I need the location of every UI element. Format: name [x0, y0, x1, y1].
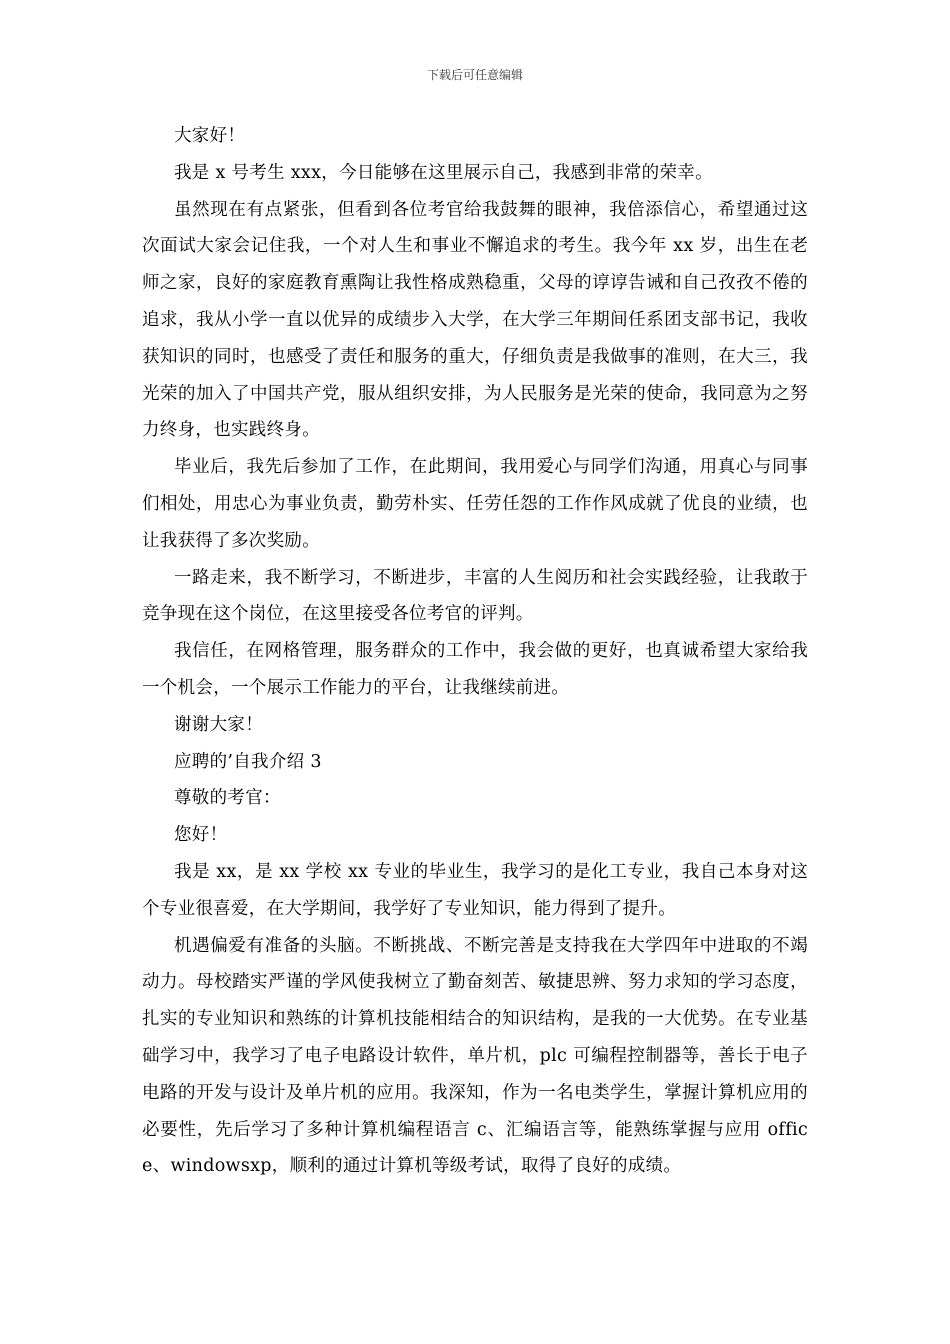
commitment-paragraph: 我信任，在网格管理，服务群众的工作中，我会做的更好，也真诚希望大家给我一个机会，一个展示工作能力的平台，让我继续前进。: [142, 641, 808, 698]
background-paragraph: 虽然现在有点紧张，但看到各位考官给我鼓舞的眼神，我倍添信心，希望通过这次面试大家会记住我，一个对人生和事业不懈追求的考生。我今年 xx 岁，出生在老师之家，良好的家庭教育熏陶让我性格成熟稳重，父母的谆谆告诫和自己孜孜不倦的追求，我从小学一直以优异的成绩步入大学，在大学三年期间任系团支部书记，我收获知识的同时，也感受了责任和服务的重大，仔细负责是我做事的准则，在大三，我光荣的加入了中国共产党，服从组织安排，为人民服务是光荣的使命，我同意为之努力终身，也实践终身。: [142, 199, 808, 441]
header-note: 下载后可任意编辑: [426, 68, 523, 82]
document-body: [142, 118, 808, 1185]
graduate-paragraph: 我是 xx，是 xx 学校 xx 专业的毕业生，我学习的是化工专业，我自己本身对这个专业很喜爱，在大学期间，我学好了专业知识，能力得到了提升。: [142, 861, 808, 919]
experience-paragraph: 一路走来，我不断学习，不断进步，丰富的人生阅历和社会实践经验，让我敢于竞争现在这个岗位，在这里接受各位考官的评判。: [142, 567, 808, 625]
work-paragraph: 毕业后，我先后参加了工作，在此期间，我用爱心与同学们沟通，用真心与同事们相处，用忠心为事业负责，勤劳朴实、任劳任怨的工作作风成就了优良的业绩，也让我获得了多次奖励。: [142, 457, 808, 551]
hello-paragraph: 您好！: [174, 825, 228, 846]
salutation-paragraph: 尊敬的考官：: [174, 788, 281, 809]
skills-paragraph: 机遇偏爱有准备的头脑。不断挑战、不断完善是支持我在大学四年中进取的不竭动力。母校踏实严谨的学风使我树立了勤奋刻苦、敏捷思辨、努力求知的学习态度，扎实的专业知识和熟练的计算机技能相结合的知识结构，是我的一大优势。在专业基础学习中，我学习了电子电路设计软件，单片机，plc 可编程控制器等，善长于电子电路的开发与设计及单片机的应用。我深知，作为一名电类学生，掌握计算机应用的必要性，先后学习了多种计算机编程语言 c、汇编语言等，能熟练掌握与应用 office、windowsxp，顺利的通过计算机等级考试，取得了良好的成绩。: [142, 935, 808, 1177]
thanks-paragraph: 谢谢大家！: [174, 714, 263, 735]
greeting-paragraph: 大家好！: [174, 126, 246, 146]
intro-paragraph: 我是 x 号考生 xxx，今日能够在这里展示自己，我感到非常的荣幸。: [174, 162, 713, 183]
section-heading: 应聘的’自我介绍 3: [174, 751, 322, 772]
